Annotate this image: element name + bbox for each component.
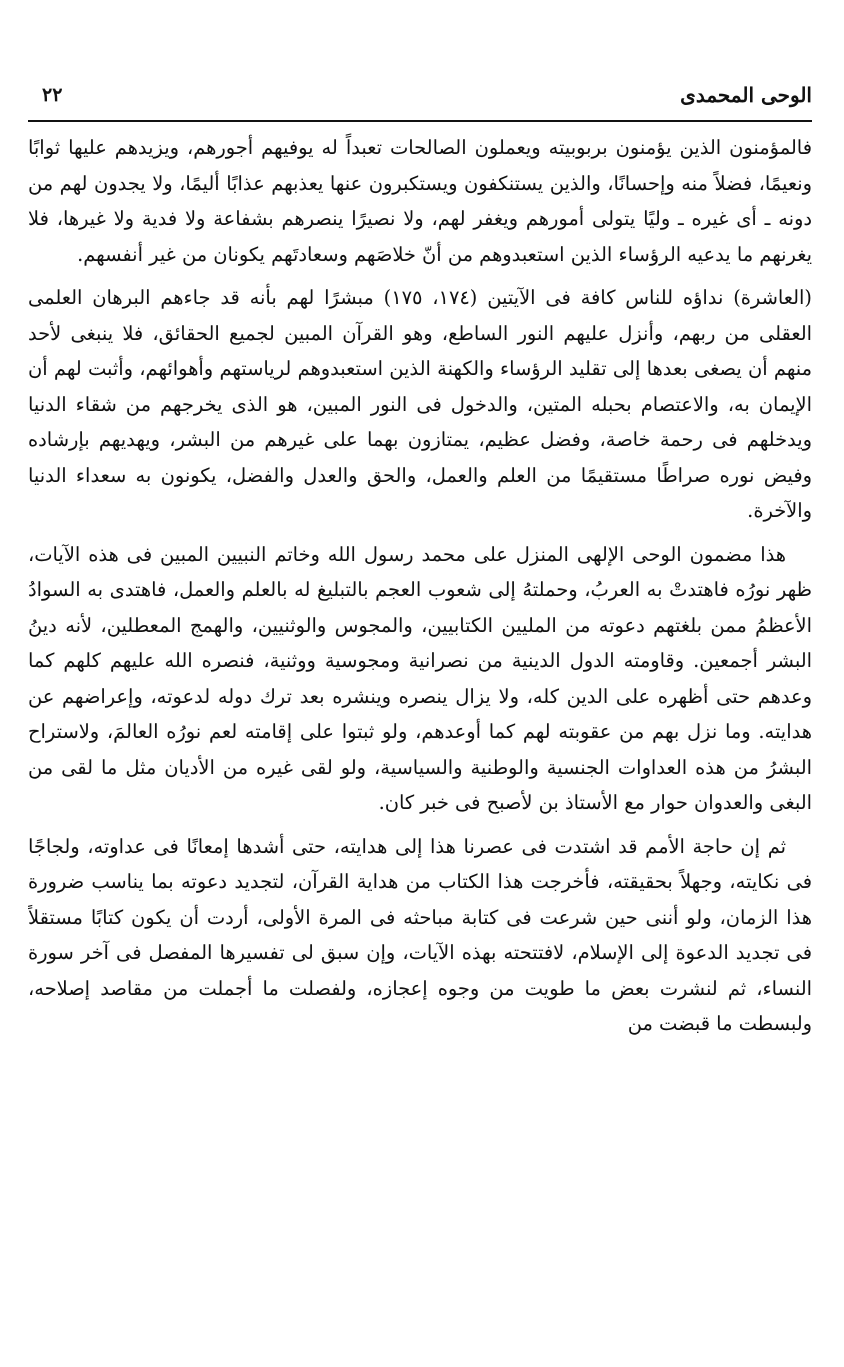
page-header — [28, 80, 812, 114]
paragraph-2: (العاشرة) نداؤه للناس كافة فى الآيتين (١٧٤، ١٧٥) مبشرًا لهم بأنه قد جاءهم البرهان العلمى العقلى من ربهم، وأنزل عليهم النور الساطع، وهو القرآن المبين لجميع الحقائق، فلا ينبغى لأحد منهم أن يصغى بعدها إلى تقليد الرؤساء والكهنة الذين استعبدوهم لرياستهم وأهوائهم، وأثبت لهم أن الإيمان به، والاعتصام بحبله المتين، والدخول فى النور المبين، هو الذى يخرجهم من شقاء الدنيا ويدخلهم فى رحمة خاصة، وفضل عظيم، يمتازون بهما على غيرهم من البشر، ويهديهم بإرشاده وفيض نوره صراطًا مستقيمًا من العلم والعمل، والحق والعدل والفضل، يكونون به سعداء الدنيا والآخرة. — [28, 286, 812, 522]
running-title: الوحى المحمدى — [680, 83, 812, 107]
paragraph-3: هذا مضمون الوحى الإلهى المنزل على محمد رسول الله وخاتم النبيين المبين فى هذه الآيات، ظهر نورُه فاهتدتْ به العربُ، وحملتهُ إلى شعوب العجم بالتبليغ له بالعلم والعمل، فاهتدى به السوادُ الأعظمُ ممن بلغتهم دعوته من المليين الكتابيين، والمجوس والوثنيين، والهمج المعطلين، لأنه دينُ البشر أجمعين. وقاومته الدول الدينية من نصرانية ومجوسية ووثنية، فنصره الله عليهم كلهم كما وعدهم حتى أظهره على الدين كله، ولا يزال ينصره وينشره بعد ترك دوله لدعوته، وإعراضهم عن هدايته. وما نزل بهم من عقوبته لهم كما أوعدهم، ولو ثبتوا على إقامته لعم نورُه العالمَ، ولاستراح البشرُ من هذه العداوات الجنسية والوطنية والسياسية، ولو لقى غيره من الأديان مثل ما لقى من البغى والعدوان حوار مع الأستاذ بن لأصبح فى خبر كان. — [28, 542, 812, 814]
paragraph-1: فالمؤمنون الذين يؤمنون بربوبيته ويعملون الصالحات تعبداً له يوفيهم أجورهم، ويزيدهم عليها ثوابًا ونعيمًا، فضلاً منه وإحسانًا، والذين يستنكفون ويستكبرون عنها يعذبهم عذابًا أليمًا، ولا يجدون لهم من دونه ـ أى غيره ـ وليًا يتولى أمورهم ويغفر لهم، ولا نصيرًا ينصرهم بشفاعة ولا فدية ولا غيرها، فلا يغرنهم ما يدعيه الرؤساء الذين استعبدوهم من أنّ خلاصَهم وسعادتَهم يكونان من غير أنفسهم. — [28, 136, 812, 266]
paragraph-4: ثم إن حاجة الأمم قد اشتدت فى عصرنا هذا إلى هدايته، حتى أشدها إمعانًا فى عداوته، ولجاجًا فى نكايته، وجهلاً بحقيقته، فأخرجت هذا الكتاب من هداية القرآن، لتجديد دعوته بما يناسب ضرورة هذا الزمان، ولو أننى حين شرعت فى كتابة مباحثه فى المرة الأولى، أردت أن يكون كتابًا مستقلاً فى تجديد الدعوة إلى الإسلام، لافتتحته بهذه الآيات، وإن سبق لى تفسيرها المفصل فى آخر سورة النساء، ثم لنشرت بعض ما طويت من وجوه إعجازه، ولفصلت ما أجملت من مقاصد إصلاحه، ولبسطت ما قبضت من — [28, 834, 812, 1035]
body-text — [28, 130, 812, 1355]
page-number: ٢٢ — [42, 84, 63, 106]
header-divider — [28, 120, 812, 122]
